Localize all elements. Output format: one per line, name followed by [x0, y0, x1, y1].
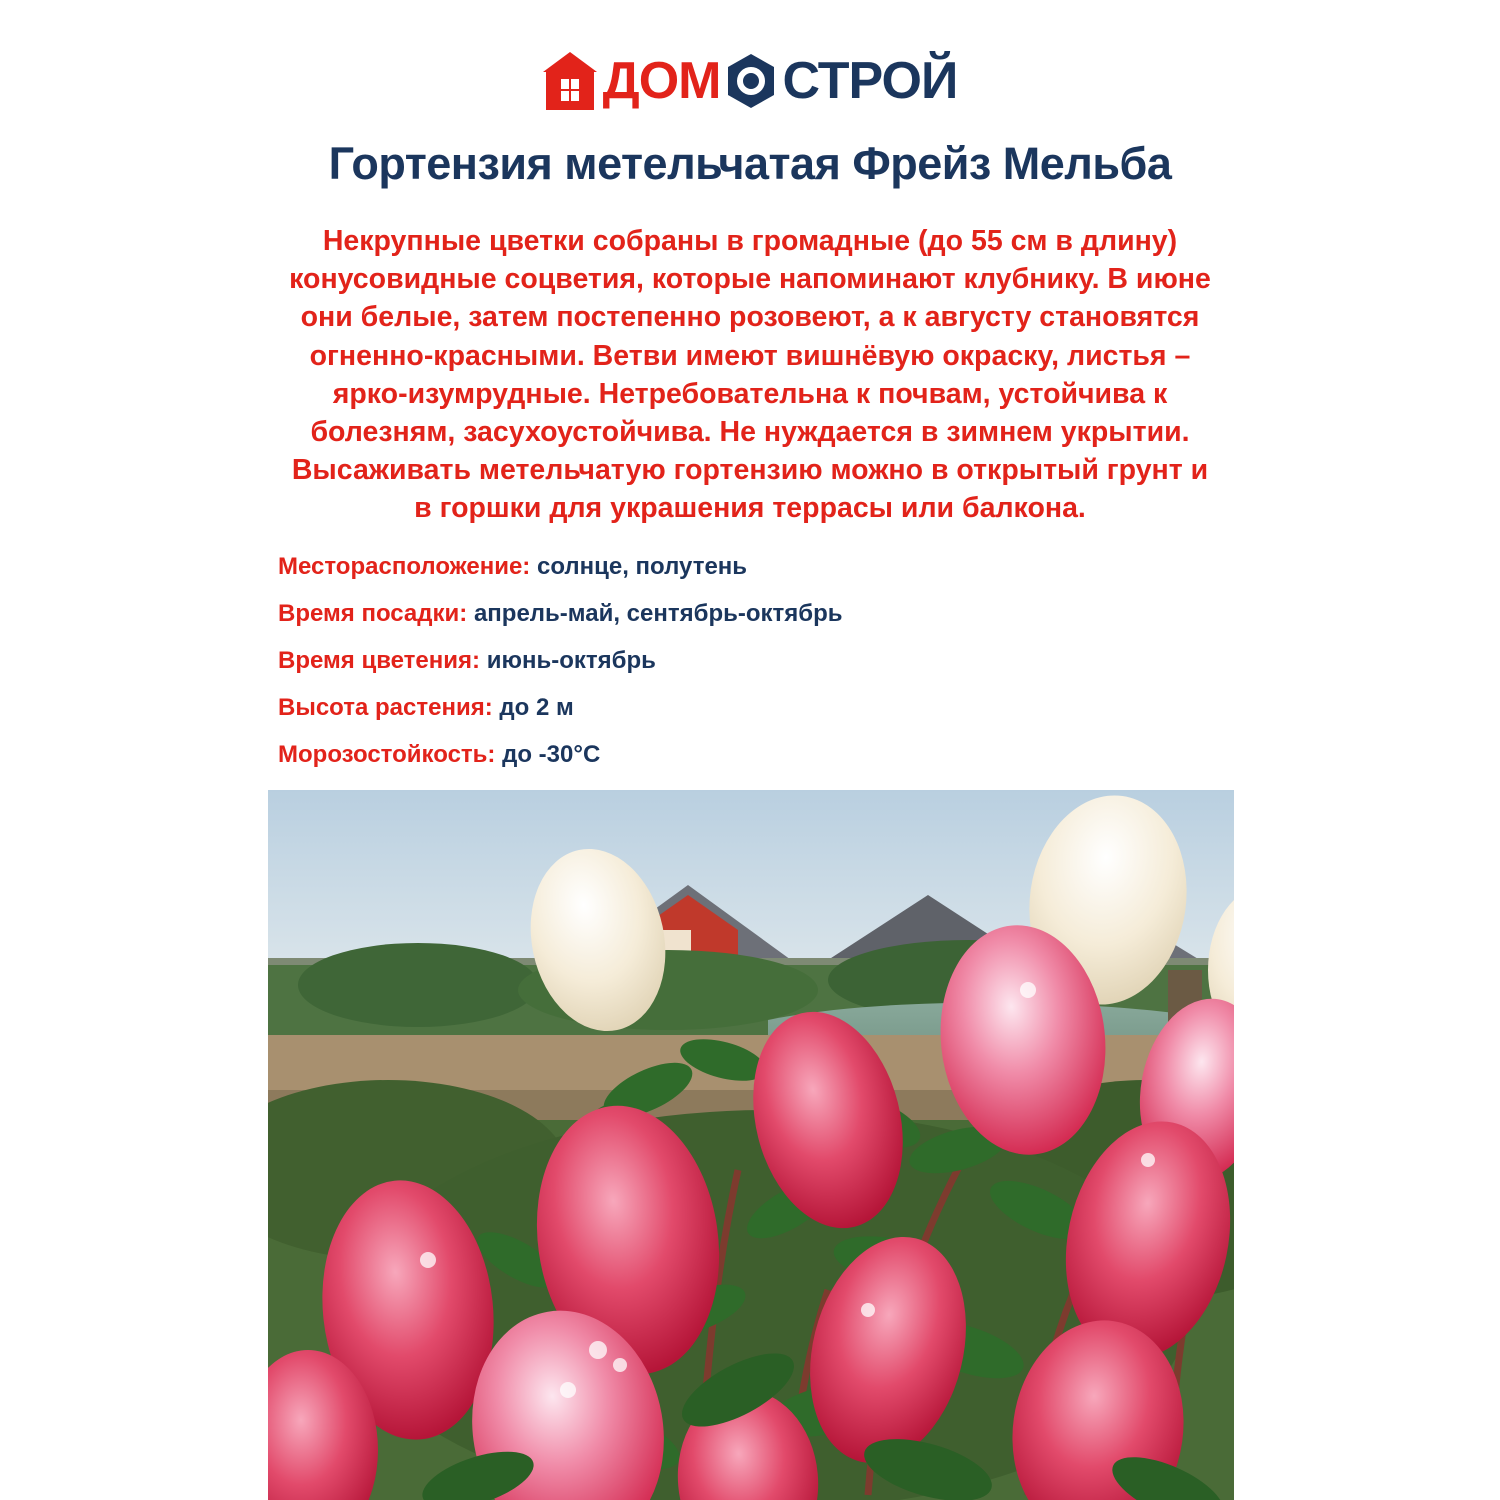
spec-value: до 2 м: [499, 694, 574, 721]
spec-row: [278, 552, 1228, 582]
spec-label: Время посадки:: [278, 600, 468, 627]
brand-name-part-2: СТРОЙ: [782, 52, 958, 110]
spec-row: [278, 599, 1228, 629]
spec-list: [278, 552, 1228, 787]
spec-value: солнце, полутень: [536, 553, 748, 580]
brand-logo: [0, 52, 1500, 110]
spec-row: [278, 693, 1228, 723]
page-title: Гортензия метельчатая Фрейз Мельба: [328, 138, 1172, 189]
spec-value: до -30°C: [502, 741, 601, 768]
spec-label: Месторасположение:: [278, 553, 531, 580]
product-photo: [268, 790, 1234, 1500]
product-description: Некрупные цветки собраны в громадные (до 55 см в длину) конусовидные соцветия, которые напоминают клубнику. В июне они белые, затем постепенно розовеют, а к августу становятся огненно-красными. Ветви имеют вишнёвую окраску, листья – ярко-изумрудные. Нетребовательна к почвам, устойчива к болезням, засухоустойчива. Не нуждается в зимнем укрытии. Высаживать метельчатую гортензию можно в открытый грунт и в горшки для украшения террасы или балкона.: [289, 225, 1211, 525]
spec-label: Морозостойкость:: [278, 741, 496, 768]
brand-name-part-1: ДОМ: [602, 52, 721, 110]
house-icon: [543, 52, 597, 110]
spec-row: [278, 646, 1228, 676]
spec-value: июнь-октябрь: [486, 647, 656, 674]
spec-row: [278, 740, 1228, 770]
spec-value: апрель-май, сентябрь-октябрь: [473, 600, 843, 627]
spec-label: Время цветения:: [278, 647, 481, 674]
spec-label: Высота растения:: [278, 694, 493, 721]
hexagon-o-icon: [726, 53, 776, 109]
